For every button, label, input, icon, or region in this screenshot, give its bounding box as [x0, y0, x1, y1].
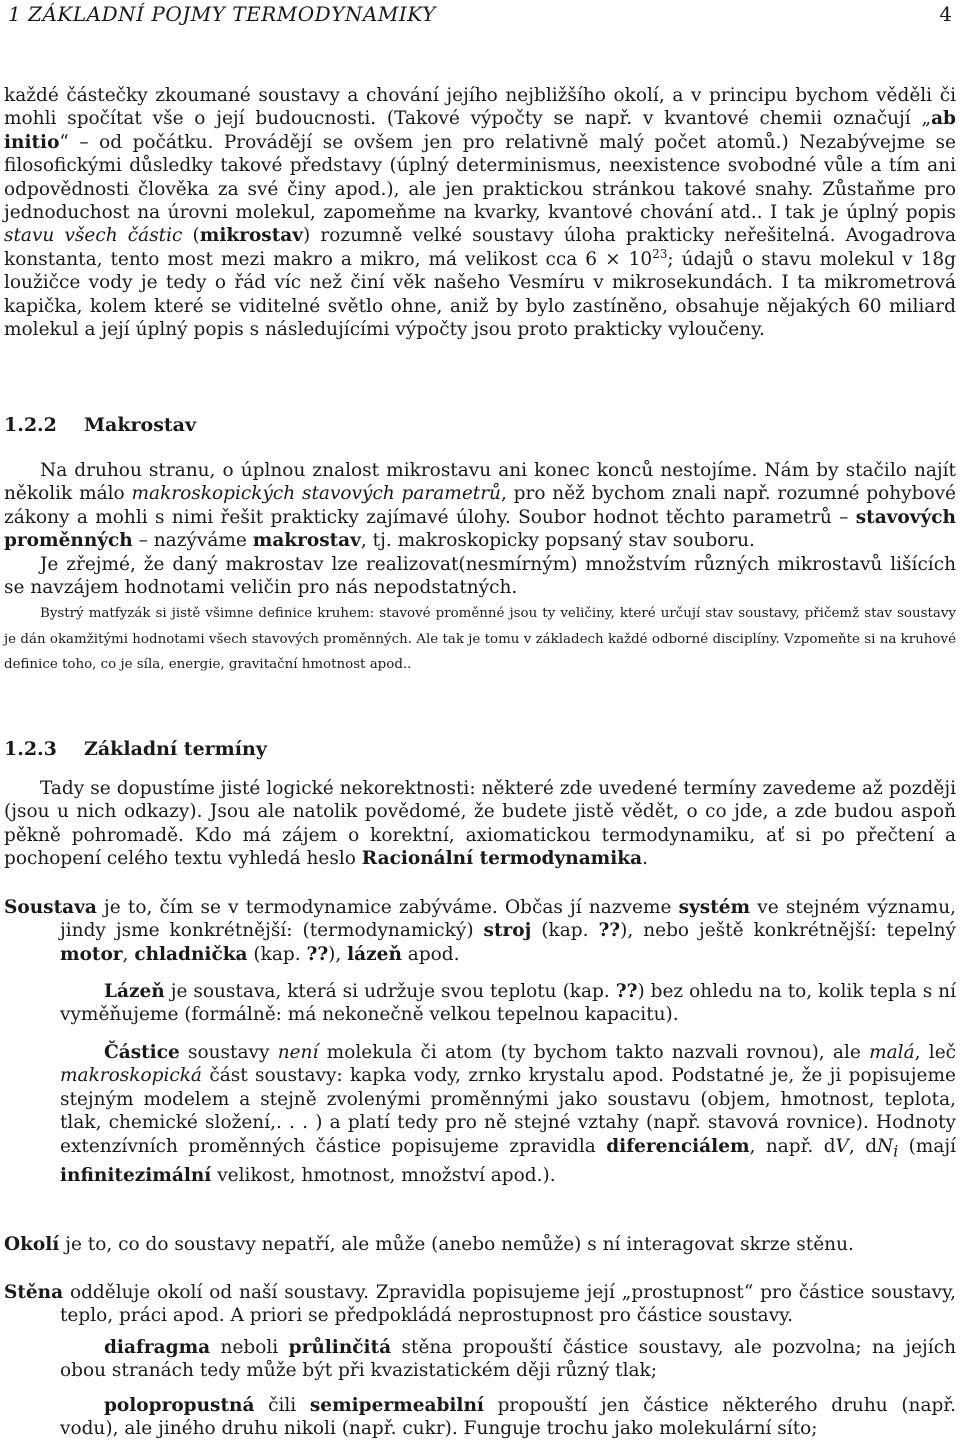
text: ), nebo ještě konkrétnější: tepelný	[620, 920, 956, 942]
text: , tj. makroskopicky popsaný stav souboru.	[360, 530, 755, 552]
term-okoli: Okolí	[4, 1234, 60, 1255]
unresolved-reference: ??	[598, 920, 621, 942]
section-title: Základní termíny	[84, 738, 267, 760]
definition-diafragma	[4, 1336, 956, 1383]
emphasis-italic: malá	[869, 1042, 915, 1063]
text: ,	[122, 943, 135, 965]
term-lazen-definition: Lázeň	[104, 981, 165, 1002]
text: neboli	[210, 1337, 289, 1358]
diafragma-paragraph	[60, 1336, 956, 1383]
polopropustna-paragraph	[60, 1394, 956, 1441]
term-makrostav: makrostav	[252, 530, 361, 552]
okoli-paragraph	[4, 1233, 956, 1256]
text: , např. d	[749, 1135, 836, 1157]
text: odděluje okolí od naší soustavy. Zpravidla popisujeme její „prostupnost“ pro částice soustavy, teplo, práci apod. A priori se předpokládá neprostupnost pro částice soustavy.	[60, 1282, 956, 1327]
text: ) bez ohledu na to, kolik tepla s ní vyměňujeme (formálně: má nekonečně velkou tepelnou kapacitu).	[60, 981, 957, 1026]
term-system: systém	[678, 897, 751, 918]
text: , d	[848, 1135, 878, 1157]
term-racionalni-termodynamika: Racionální termodynamika	[361, 848, 643, 870]
text: (kap.	[531, 920, 599, 942]
emphasis-italic: makroskopická	[60, 1065, 202, 1087]
text: je to, čím se v termodynamice zabýváme. Občas jí nazveme	[96, 897, 679, 918]
definition-castice	[4, 1041, 956, 1187]
intro-paragraph	[4, 84, 956, 341]
definition-okoli	[4, 1233, 956, 1256]
math-subscript: i	[893, 1142, 899, 1161]
text: ),	[328, 943, 348, 965]
exponent: 23	[652, 246, 668, 261]
term-stena: Stěna	[4, 1282, 64, 1303]
term-polopropustna: polopropustná	[104, 1395, 255, 1416]
text: (kap.	[247, 943, 307, 965]
section-heading-1-2-3	[4, 738, 267, 760]
section-number: 1.2.3	[4, 738, 57, 760]
math-variable: N	[877, 1135, 894, 1157]
text: “ – od počátku. Provádějí se ovšem jen pro relativně malý počet atomů.) Nezabývejme se filosofickými důsledky takové představy (úplný determinismus, neexistence svobodné vůle a tím ani odpovědnosti člověka za své činy apod.), ale jen praktickou stránkou takové snahy. Zůstaňme pro jednoduchost na úrovni molekul, zapomeňme na kvarky, kvantové chování atd.. I tak je úplný popis	[4, 131, 956, 224]
text: , leč	[914, 1042, 956, 1063]
emphasis-italic: makroskopických stavových parametrů	[131, 483, 501, 505]
terminy-paragraph	[4, 777, 956, 871]
makrostav-paragraph-2: Je zřejmé, že daný makrostav lze realizovat(nesmírným) množstvím různých mikrostavů lišících se navzájem hodnotami veličin pro nás nepodstatných.	[4, 553, 956, 599]
soustava-paragraph	[4, 896, 956, 966]
text: Na druhou stranu, o úplnou znalost mikrostavu ani konec konců nestojíme. Nám by stačilo najít několik málo	[4, 460, 956, 505]
text: (	[182, 225, 200, 247]
intro-paragraph-block	[4, 84, 956, 341]
text: , pro něž bychom znali např. rozumné pohybové zákony a mohli s nimi řešit prakticky zajímavé úlohy. Soubor hodnot těchto parametrů –	[4, 483, 956, 528]
text: Tady se dopustíme jisté logické nekorektnosti: některé zde uvedené termíny zavedeme až později (jsou u nich odkazy). Jsou ale natolik povědomé, že budete jistě vědět, o co jde, a zde budou aspoň pěkně pohromadě. Kdo má zájem o korektní, axiomatickou termodynamiku, ať si po přečtení a pochopení celého textu vyhledá heslo	[4, 778, 956, 870]
unresolved-reference: ??	[306, 943, 329, 965]
text: čili	[254, 1395, 310, 1416]
section-heading-1-2-2	[4, 414, 196, 436]
definition-polopropustna	[4, 1394, 956, 1441]
text: propouští jen částice některého druhu (např. vodu), ale jiného druhu nikoli (např. cukr). Funguje trochu jako molekulární síto;	[60, 1395, 957, 1440]
text: ; údajů o stavu molekul v 18g loužičce vody je tedy o řád víc než činí věk našeho Vesmíru v mikrosekundách. I ta mikrometrová kapička, kolem které se viditelné světlo ohne, aniž by bylo zastíněno, obsahuje nějakých 60 miliard molekul a její úplný popis s následujícími výpočty jsou proto prakticky vyloučeny.	[4, 248, 956, 341]
text: část soustavy: kapka vody, zrnko krystalu apod. Podstatné je, že ji popisujeme stejným modelem a stejně zvolenými proměnnými jako soustavu (objem, hmotnost, teplota, tlak, chemické složení,. . . ) a platí tedy pro ně stejné vztahy (např. stavová rovnice). Hodnoty extenzívních proměnných částice popisujeme zpravidla	[60, 1065, 956, 1157]
text: .	[642, 848, 648, 870]
section-title: Makrostav	[84, 414, 197, 436]
text: apod.	[401, 943, 460, 965]
text: ve stejném významu, jindy jsme konkrétnější: (termodynamický)	[60, 897, 956, 942]
zakladni-terminy-intro	[4, 777, 956, 871]
running-header	[8, 2, 952, 32]
text: je soustava, která si udržuje svou teplotu (kap.	[164, 981, 616, 1002]
term-prulincita: průlinčitá	[288, 1337, 392, 1358]
math-variable: V	[835, 1135, 849, 1157]
term-diafragma: diafragma	[104, 1337, 211, 1358]
term-stavove-promenne: stavových proměnných	[4, 506, 956, 552]
term-semipermeabilni: semipermeabilní	[309, 1395, 484, 1416]
term-mikrostav: mikrostav	[199, 225, 303, 247]
emphasis-ab-initio: ab initio	[4, 108, 956, 153]
emphasis-italic: stavu všech částic	[4, 225, 183, 247]
term-infinitezimalni: infinitezimální	[60, 1164, 212, 1186]
unresolved-reference: ??	[615, 981, 638, 1002]
text: je to, co do soustavy nepatří, ale může (anebo nemůže) s ní interagovat skrze stěnu.	[59, 1234, 854, 1255]
definition-stena	[4, 1281, 956, 1328]
definition-lazen	[4, 980, 956, 1027]
page-number: 4	[939, 2, 952, 26]
castice-paragraph	[60, 1041, 956, 1187]
text: velikost, hmotnost, množství apod.).	[211, 1164, 556, 1186]
stena-paragraph	[4, 1281, 956, 1328]
text: soustavy	[179, 1042, 278, 1063]
makrostav-paragraph-1	[4, 459, 956, 553]
term-soustava: Soustava	[4, 897, 97, 918]
lazen-paragraph	[60, 980, 956, 1027]
definition-soustava	[4, 896, 956, 966]
term-diferencial: diferenciálem	[606, 1135, 750, 1157]
text: stěna propouští částice soustavy, ale pozvolna; na jejích obou stranách tedy může být při kvazistatickém ději různý tlak;	[60, 1337, 956, 1382]
term-chladnicka: chladnička	[134, 943, 248, 965]
text: každé částečky zkoumané soustavy a chování jejího nejbližšího okolí, a v principu bychom věděli či mohli spočítat vše o její budoucnosti. (Takové výpočty se např. v kvantové chemii označují „	[4, 85, 956, 130]
text: – nazýváme	[132, 530, 253, 552]
makrostav-block	[4, 459, 956, 678]
header-title: 1 ZÁKLADNÍ POJMY TERMODYNAMIKY	[8, 2, 436, 26]
term-motor: motor	[60, 943, 123, 965]
term-lazen: lázeň	[347, 943, 402, 965]
text: (mají	[898, 1135, 957, 1157]
small-note: Bystrý matfyzák si jistě všimne definice kruhem: stavové proměnné jsou ty veličiny, které určují stav soustavy, přičemž stav soustavy je dán okamžitými hodnotami všech stavových proměnných. Ale tak je tomu v základech každé odborné disciplíny. Vzpomeňte si na kruhové definice toho, co je síla, energie, gravitační hmotnost apod..	[4, 606, 956, 673]
text: molekula či atom (ty bychom takto nazvali rovnou), ale	[318, 1042, 870, 1063]
emphasis-italic: není	[277, 1042, 319, 1063]
section-number: 1.2.2	[4, 414, 57, 436]
text: ) rozumně velké soustavy úloha prakticky neřešitelná. Avogadrova konstanta, tento most mezi makro a mikro, má velikost cca 6 × 10	[4, 225, 956, 270]
term-castice: Částice	[104, 1042, 180, 1063]
term-stroj: stroj	[483, 920, 532, 942]
